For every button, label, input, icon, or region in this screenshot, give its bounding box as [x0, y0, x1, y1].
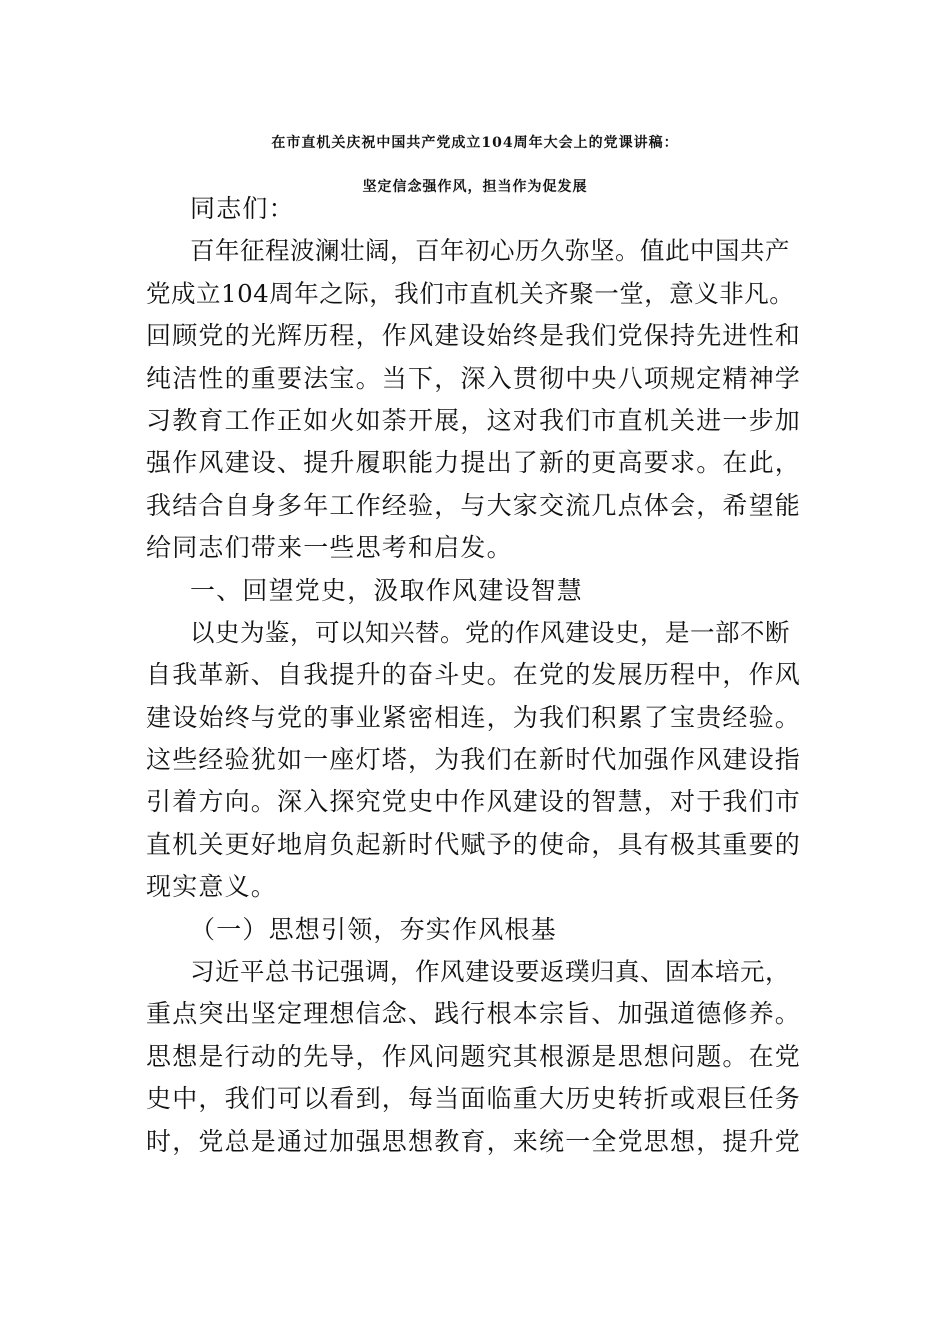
document-body: [146, 188, 806, 1163]
text-line: 建设始终与党的事业紧密相连，为我们积累了宝贵经验。: [146, 702, 802, 732]
text-line: 强作风建设、提升履职能力提出了新的更高要求。在此，: [146, 448, 802, 478]
document-title-line-2: 坚定信念强作风，担当作为促发展: [362, 179, 588, 195]
text-line: 百年征程波澜壮阔，百年初心历久弥坚。值此中国共产: [190, 236, 790, 266]
text-line: 习近平总书记强调，作风建设要返璞归真、固本培元，: [190, 957, 790, 987]
text-line: 以史为鉴，可以知兴替。党的作风建设史，是一部不断: [190, 617, 790, 647]
text-line: 思想是行动的先导，作风问题究其根源是思想问题。在党: [146, 1041, 802, 1071]
text-line: 重点突出坚定理想信念、践行根本宗旨、加强道德修养。: [146, 999, 802, 1029]
text-line: 史中，我们可以看到，每当面临重大历史转折或艰巨任务: [146, 1084, 802, 1114]
text-line: 党成立104周年之际，我们市直机关齐聚一堂，意义非凡。: [146, 278, 795, 308]
text-line: 我结合自身多年工作经验，与大家交流几点体会，希望能: [146, 490, 802, 520]
text-line: 纯洁性的重要法宝。当下，深入贯彻中央八项规定精神学: [146, 363, 802, 393]
document-title-line-1: 在市直机关庆祝中国共产党成立104周年大会上的党课讲稿：: [271, 135, 679, 151]
text-line: 回顾党的光辉历程，作风建设始终是我们党保持先进性和: [146, 321, 802, 351]
text-line: 引着方向。深入探究党史中作风建设的智慧，对于我们市: [146, 787, 802, 817]
text-line: 直机关更好地肩负起新时代赋予的使命，具有极其重要的: [146, 829, 802, 859]
subsection-heading: （一）思想引领，夯实作风根基: [190, 914, 557, 944]
text-line: 给同志们带来一些思考和启发。: [146, 533, 513, 563]
text-line: 习教育工作正如火如荼开展，这对我们市直机关进一步加: [146, 405, 802, 435]
text-line: 这些经验犹如一座灯塔，为我们在新时代加强作风建设指: [146, 745, 802, 775]
text-line: 自我革新、自我提升的奋斗史。在党的发展历程中，作风: [146, 660, 802, 690]
text-line: 时，党总是通过加强思想教育，来统一全党思想，提升党: [146, 1126, 802, 1156]
text-line: 现实意义。: [146, 872, 278, 902]
text-line: 同志们：: [190, 194, 295, 223]
section-heading: 一、回望党史，汲取作风建设智慧: [190, 575, 584, 605]
